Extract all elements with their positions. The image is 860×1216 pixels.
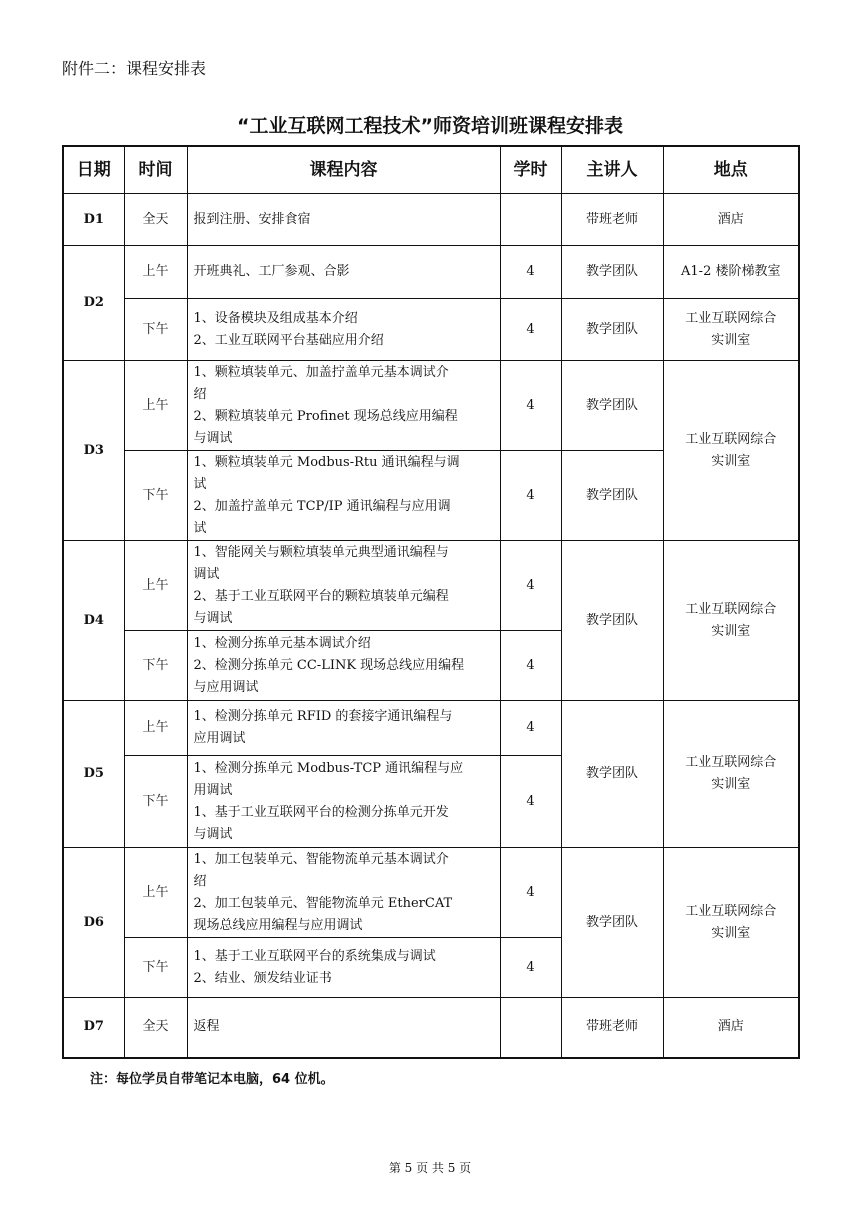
content-line: 报到注册、安排食宿: [193, 211, 311, 227]
location-line: 工业互联网综合: [685, 755, 777, 770]
location-cell: [663, 361, 799, 541]
content-line: 调试: [193, 566, 220, 582]
header-location: 地点: [663, 146, 799, 194]
content-cell: [187, 194, 500, 246]
content-line: 应用调试: [193, 731, 246, 746]
content-line: 与调试: [193, 826, 233, 842]
time-cell: 下午: [124, 631, 187, 701]
table-row: [63, 998, 799, 1058]
content-line: 1、检测分拣单元基本调试介绍: [193, 635, 371, 651]
hours-cell: 4: [500, 541, 561, 631]
header-lecturer: 主讲人: [561, 146, 663, 194]
time-cell: 上午: [124, 848, 187, 938]
hours-cell: 4: [500, 756, 561, 848]
schedule-table: [62, 145, 800, 1059]
header-content: 课程内容: [187, 146, 500, 194]
content-line: 现场总线应用编程与应用调试: [193, 917, 363, 933]
content-line: 与调试: [193, 610, 233, 626]
location-cell: 酒店: [663, 998, 799, 1058]
time-cell: 全天: [124, 998, 187, 1058]
hours-cell: 4: [500, 848, 561, 938]
hours-cell: 4: [500, 361, 561, 451]
content-line: 1、检测分拣单元 RFID 的套接字通讯编程与: [193, 709, 453, 724]
content-line: 1、智能网关与颗粒填装单元典型通讯编程与: [193, 544, 449, 560]
lecturer-cell: 教学团队: [561, 246, 663, 299]
location-line: 实训室: [711, 623, 751, 639]
hours-cell: 4: [500, 701, 561, 756]
content-cell: [187, 451, 500, 541]
content-line: 试: [193, 520, 207, 536]
content-line: 2、加盖拧盖单元 TCP/IP 通讯编程与应用调: [193, 498, 451, 514]
content-line: 2、颗粒填装单元 Profinet 现场总线应用编程: [193, 408, 458, 424]
content-line: 1、颗粒填装单元、加盖拧盖单元基本调试介: [193, 364, 449, 380]
content-cell: [187, 756, 500, 848]
lecturer-cell: 带班老师: [561, 998, 663, 1058]
time-cell: 上午: [124, 361, 187, 451]
content-line: 绍: [193, 386, 207, 402]
content-line: 2、检测分拣单元 CC-LINK 现场总线应用编程: [193, 657, 465, 673]
day-cell: D7: [63, 998, 124, 1058]
location-cell: [663, 701, 799, 848]
day-cell: D5: [63, 701, 124, 848]
location-cell: 酒店: [663, 194, 799, 246]
time-cell: 下午: [124, 451, 187, 541]
content-line: 1、基于工业互联网平台的检测分拣单元开发: [193, 804, 449, 820]
content-line: 1、设备模块及组成基本介绍: [193, 310, 358, 326]
location-cell: A1-2 楼阶梯教室: [663, 246, 799, 299]
table-row: [63, 848, 799, 938]
table-row: [63, 701, 799, 756]
day-cell: D3: [63, 361, 124, 541]
lecturer-cell: 教学团队: [561, 361, 663, 451]
header-row: [63, 146, 799, 194]
note-text: 注：每位学员自带笔记本电脑，64 位机。: [90, 1072, 334, 1087]
content-cell: [187, 848, 500, 938]
content-cell: [187, 701, 500, 756]
content-line: 1、基于工业互联网平台的系统集成与调试: [193, 948, 436, 964]
content-line: 2、工业互联网平台基础应用介绍: [193, 332, 384, 348]
time-cell: 上午: [124, 541, 187, 631]
time-cell: 上午: [124, 246, 187, 299]
time-cell: 全天: [124, 194, 187, 246]
hours-cell: 4: [500, 451, 561, 541]
time-cell: 上午: [124, 701, 187, 756]
hours-cell: [500, 998, 561, 1058]
content-line: 1、颗粒填装单元 Modbus-Rtu 通讯编程与调: [193, 454, 460, 470]
time-cell: 下午: [124, 756, 187, 848]
location-line: 实训室: [711, 777, 751, 792]
content-line: 用调试: [193, 782, 233, 798]
time-cell: 下午: [124, 938, 187, 998]
content-line: 2、加工包装单元、智能物流单元 EtherCAT: [193, 895, 453, 911]
lecturer-cell: 教学团队: [561, 541, 663, 701]
table-row: [63, 299, 799, 361]
location-line: 实训室: [711, 925, 751, 941]
hours-cell: [500, 194, 561, 246]
content-cell: [187, 361, 500, 451]
header-time: 时间: [124, 146, 187, 194]
day-cell: D4: [63, 541, 124, 701]
location-line: 工业互联网综合: [685, 601, 777, 617]
attachment-label: 附件二：课程安排表: [62, 59, 207, 78]
time-cell: 下午: [124, 299, 187, 361]
table-row: [63, 194, 799, 246]
lecturer-cell: 带班老师: [561, 194, 663, 246]
header-hours: 学时: [500, 146, 561, 194]
lecturer-cell: 教学团队: [561, 451, 663, 541]
content-line: 绍: [193, 873, 207, 889]
location-cell: [663, 541, 799, 701]
content-line: 2、结业、颁发结业证书: [193, 970, 332, 986]
day-cell: D1: [63, 194, 124, 246]
table-row: [63, 246, 799, 299]
hours-cell: 4: [500, 938, 561, 998]
content-line: 1、加工包装单元、智能物流单元基本调试介: [193, 851, 449, 867]
lecturer-cell: 教学团队: [561, 848, 663, 998]
location-line: 工业互联网综合: [685, 310, 777, 326]
location-line: 实训室: [711, 332, 751, 348]
location-line: 实训室: [711, 453, 751, 469]
content-line: 返程: [193, 1019, 220, 1035]
content-line: 与应用调试: [193, 679, 259, 695]
location-line: 工业互联网综合: [685, 903, 777, 919]
hours-cell: 4: [500, 631, 561, 701]
lecturer-cell: 教学团队: [561, 701, 663, 848]
content-line: 2、基于工业互联网平台的颗粒填装单元编程: [193, 588, 449, 604]
content-line: 试: [193, 476, 207, 492]
content-line: 1、检测分拣单元 Modbus-TCP 通讯编程与应: [193, 760, 464, 776]
page-title: “工业互联网工程技术”师资培训班课程安排表: [237, 115, 623, 137]
content-cell: [187, 938, 500, 998]
content-cell: [187, 631, 500, 701]
lecturer-cell: 教学团队: [561, 299, 663, 361]
content-cell: [187, 299, 500, 361]
table-row: [63, 541, 799, 631]
location-line: 工业互联网综合: [685, 431, 777, 447]
hours-cell: 4: [500, 246, 561, 299]
content-cell: [187, 998, 500, 1058]
page-number: 第 5 页 共 5 页: [388, 1161, 472, 1175]
content-cell: [187, 246, 500, 299]
day-cell: D2: [63, 246, 124, 361]
content-line: 开班典礼、工厂参观、合影: [193, 264, 350, 279]
location-cell: [663, 299, 799, 361]
content-cell: [187, 541, 500, 631]
table-row: [63, 361, 799, 451]
location-cell: [663, 848, 799, 998]
content-line: 与调试: [193, 430, 233, 446]
header-date: 日期: [63, 146, 124, 194]
day-cell: D6: [63, 848, 124, 998]
hours-cell: 4: [500, 299, 561, 361]
